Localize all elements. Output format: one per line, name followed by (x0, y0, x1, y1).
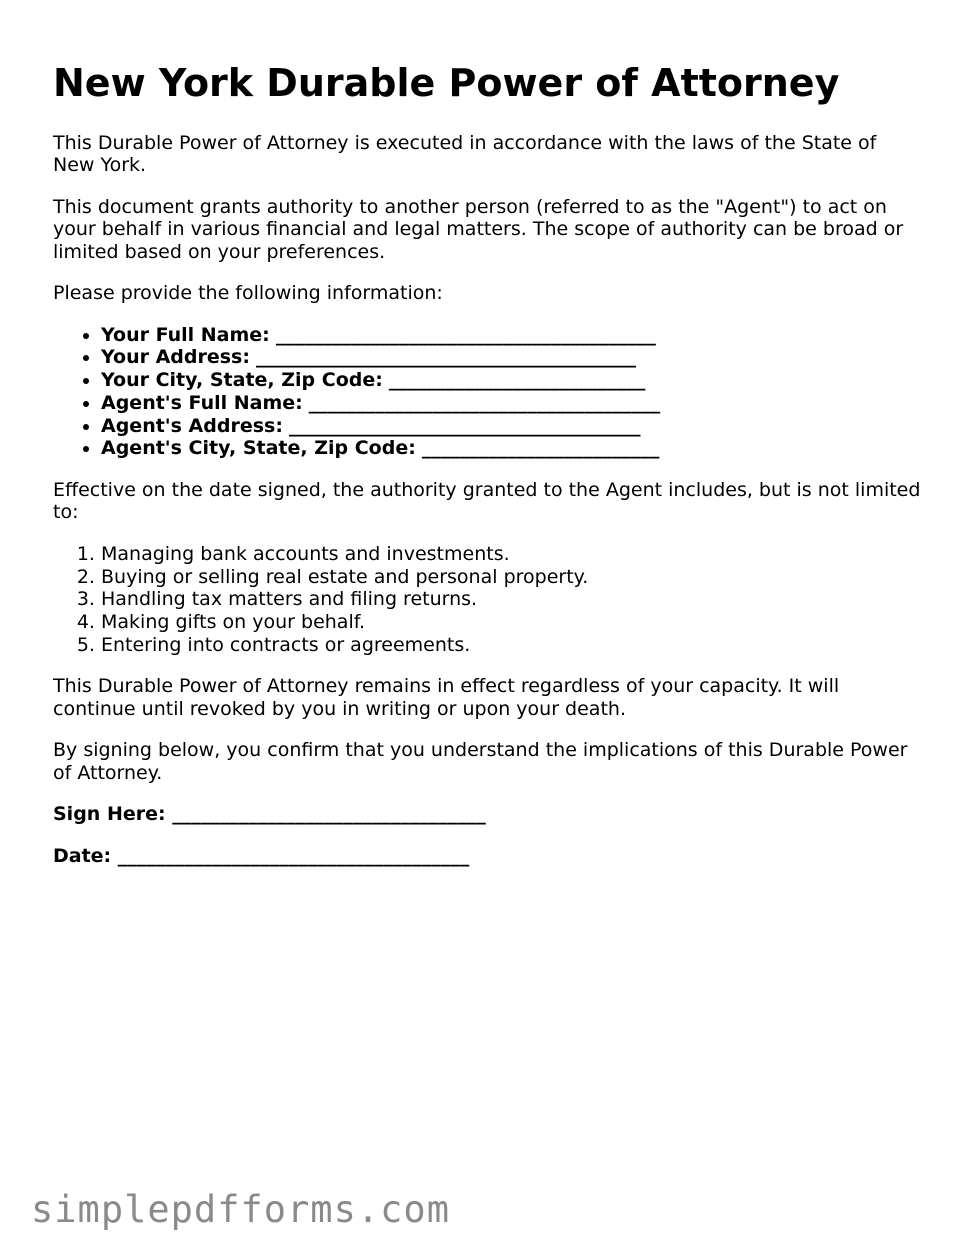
effect-statement: This Durable Power of Attorney remains in effect regardless of your capacity. It will continue until revoked by you in writing or upon your death. (53, 675, 840, 720)
watermark: simplepdfforms.com (31, 1188, 450, 1231)
list-item: 2. Buying or selling real estate and personal property. (101, 566, 923, 589)
list-item: 1. Managing bank accounts and investments. (101, 543, 923, 566)
field-your-full-name (101, 324, 923, 347)
field-label: Your Address: (101, 346, 250, 369)
list-item: 3. Handling tax matters and filing returns. (101, 588, 923, 611)
list-item: 5. Entering into contracts or agreements. (101, 634, 923, 657)
field-your-address (101, 346, 923, 369)
sign-blank: _________________________________ (172, 803, 486, 826)
field-label: Your Full Name: (101, 323, 270, 346)
signature-line (53, 803, 923, 826)
info-field-list (53, 324, 923, 460)
info-prompt: Please provide the following information: (53, 282, 443, 305)
field-blank: ___________________________ (388, 369, 646, 392)
field-agent-full-name (101, 392, 923, 415)
field-blank: ________________________________________ (256, 346, 637, 369)
date-label: Date: (53, 844, 112, 867)
field-blank: _________________________ (421, 437, 660, 460)
date-blank: _____________________________________ (117, 844, 470, 867)
field-label: Agent's City, State, Zip Code: (101, 437, 416, 460)
field-label: Your City, State, Zip Code: (101, 369, 383, 392)
document-page (53, 62, 923, 886)
field-your-city-state-zip (101, 369, 923, 392)
field-label: Agent's Full Name: (101, 391, 303, 414)
document-title: New York Durable Power of Attorney (53, 61, 840, 105)
list-item: 4. Making gifts on your behalf. (101, 611, 923, 634)
authority-list (53, 543, 923, 657)
description-paragraph: This document grants authority to another person (referred to as the "Agent") to act on your behalf in various financial and legal matters. The scope of authority can be broad or limited based on your preferences. (53, 195, 904, 263)
field-agent-address (101, 415, 923, 438)
field-agent-city-state-zip (101, 437, 923, 460)
field-label: Agent's Address: (101, 414, 283, 437)
field-blank: _____________________________________ (288, 414, 641, 437)
authority-intro: Effective on the date signed, the authority granted to the Agent includes, but is not limited to: (53, 478, 921, 524)
intro-paragraph: This Durable Power of Attorney is executed in accordance with the laws of the State of New York. (53, 131, 877, 177)
confirmation-statement: By signing below, you confirm that you understand the implications of this Durable Power of Attorney. (53, 739, 908, 784)
date-line (53, 845, 923, 868)
field-blank: ________________________________________ (275, 323, 656, 346)
sign-label: Sign Here: (53, 803, 166, 826)
field-blank: _____________________________________ (308, 391, 661, 414)
